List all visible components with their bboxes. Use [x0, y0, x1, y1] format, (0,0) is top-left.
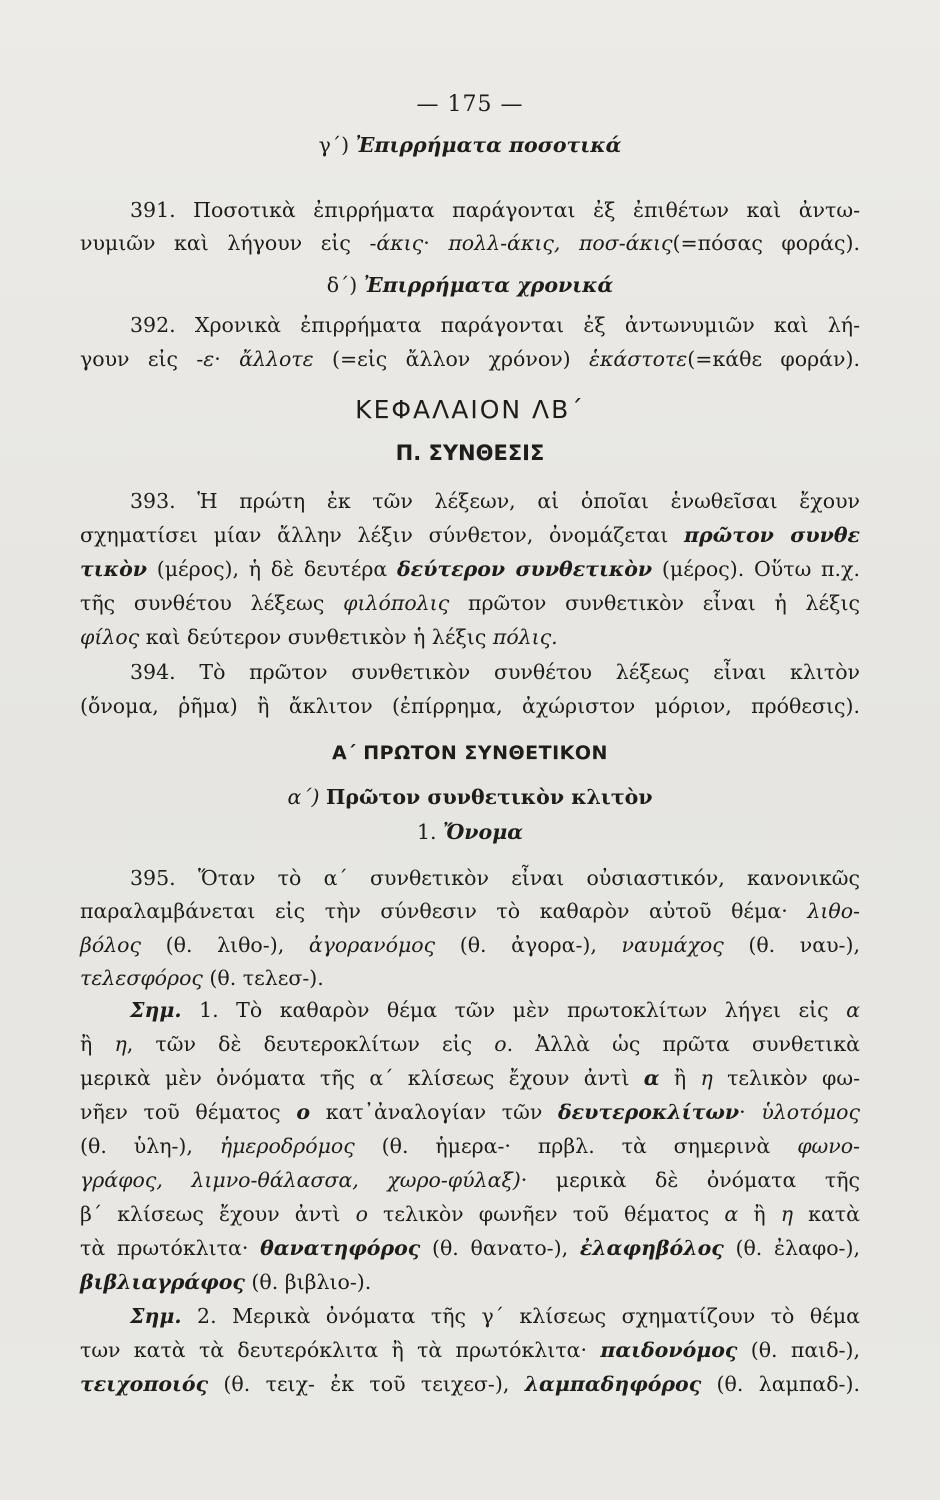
par-393-line-1: 393. Ἡ πρώτη ἐκ τῶν λέξεων, αἱ ὁποῖαι ἑνωθεῖσαι ἔχουν — [130, 489, 860, 513]
text-run-italic: ἄλλοτε — [239, 347, 314, 371]
note-2-line-1 — [130, 1299, 860, 1333]
text-run: (θ. ἐλαφο-), — [723, 1236, 860, 1260]
text-run-italic: λιθο- — [807, 899, 860, 923]
text-run: καὶ δεύτερον συνθετικὸν ἡ λέξις — [139, 625, 493, 649]
chapter-subtitle: Π. ΣΥΝΘΕΣΙΣ — [395, 441, 545, 465]
text-run: (θ. ὑλη-), — [80, 1134, 220, 1158]
text-run: ἢ — [738, 1202, 781, 1226]
page-number: — 175 — — [416, 92, 524, 117]
text-run: γουν εἰς - — [80, 347, 204, 371]
par-395-line-2 — [80, 894, 860, 928]
par-393-line-3 — [80, 552, 860, 586]
note-2-line-3 — [80, 1367, 860, 1401]
text-run-italic: ε — [203, 347, 215, 371]
text-run-italic: α — [846, 998, 860, 1022]
par-393-line-4 — [80, 586, 860, 620]
note-1-line-9 — [80, 1265, 860, 1299]
par-395-line-3 — [80, 928, 860, 962]
heading-delta-title: Ἐπιρρήματα χρονικά — [363, 273, 614, 297]
text-run: (θ. ἀγορα-), — [435, 933, 622, 957]
text-run-italic: άκις — [376, 231, 424, 255]
heading-gamma-label: γ΄) — [318, 133, 356, 157]
text-run: (θ. τειχ- ἐκ τοῦ τειχεσ-), — [208, 1372, 525, 1396]
par-395-line-4 — [80, 961, 860, 995]
heading-delta-label: δ΄) — [326, 273, 364, 297]
text-run: νῆεν τοῦ θέματος — [80, 1100, 297, 1124]
text-run: (θ. λαμπαδ-). — [701, 1372, 860, 1396]
subheading-alpha-title: Πρῶτον συνθετικὸν κλιτὸν — [326, 785, 653, 809]
text-run-italic: βόλος — [80, 933, 142, 957]
text-run-italic: ο — [355, 1202, 368, 1226]
note-1-line-3 — [80, 1061, 860, 1095]
text-run: ἢ — [80, 1032, 115, 1056]
text-run-emphasis: βιβλιαγράφος — [80, 1270, 245, 1294]
text-run: (θ. ναυ-), — [723, 933, 860, 957]
text-run: κατ᾽ἀναλογίαν τῶν — [310, 1100, 558, 1124]
par-393-line-2 — [80, 518, 860, 552]
text-run: (θ. τελεσ-). — [202, 966, 324, 990]
note-1-line-1 — [130, 993, 860, 1027]
note-1-line-2 — [80, 1027, 860, 1061]
text-run-italic: ἡμεροδρόμος — [219, 1134, 355, 1158]
par-393-line-5 — [80, 620, 860, 654]
text-run-italic: ναυμάχος — [621, 933, 724, 957]
text-run: · μερικὰ δὲ ὀνόματα τῆς — [520, 1168, 860, 1192]
text-run: (θ. βιβλιο-). — [244, 1270, 372, 1294]
text-run: β΄ κλίσεως ἔχουν ἀντὶ — [80, 1202, 356, 1226]
text-run: τὰ πρωτόκλιτα· — [80, 1236, 261, 1260]
text-run-italic: φιλόπολις — [343, 591, 450, 615]
text-run-italic: η — [700, 1066, 713, 1090]
text-run: (θ. παιδ-), — [737, 1338, 860, 1362]
text-run: (θ. θανατο-), — [420, 1236, 580, 1260]
text-run: τελικὸν φω- — [712, 1066, 860, 1090]
note-1-line-7 — [80, 1197, 860, 1231]
par-394-line-2: (ὄνομα, ῥῆμα) ἢ ἄκλιτον (ἐπίρρημα, ἀχώριστον μόριον, πρόθεσις). — [80, 694, 860, 718]
text-run: τελικὸν φωνῆεν τοῦ θέματος — [367, 1202, 725, 1226]
text-run: τῆς συνθέτου λέξεως — [80, 591, 344, 615]
par-391-line-2 — [80, 226, 860, 260]
text-run: μερικὰ μὲν ὀνόματα τῆς α΄ κλίσεως ἔχουν ἀντὶ — [80, 1066, 644, 1090]
text-run: (=πόσας φοράς). — [672, 231, 860, 255]
note-1-line-6 — [80, 1163, 860, 1197]
text-run-italic: η — [780, 1202, 794, 1226]
text-run-emphasis: δεύτερον συνθετικὸν — [396, 557, 653, 581]
text-run: (=κάθε φοράν). — [687, 347, 860, 371]
subheading-1 — [80, 815, 860, 849]
text-run-emphasis: λαμπαδηφόρος — [524, 1372, 702, 1396]
par-395-line-1: 395. Ὅταν τὸ α΄ συνθετικὸν εἶναι οὐσιαστικόν, κανονικῶς — [130, 866, 860, 890]
subheading-1-label: 1. — [417, 820, 444, 844]
heading-gamma — [80, 128, 860, 162]
text-run-italic: ἀγορανόμος — [308, 933, 436, 957]
note-2-line-2 — [80, 1333, 860, 1367]
text-run-emphasis: παιδονόμος — [600, 1338, 738, 1362]
subheading-alpha — [80, 780, 860, 814]
text-run-italic: φίλος — [80, 625, 140, 649]
text-run-emphasis: θανατηφόρος — [260, 1236, 421, 1260]
text-run-emphasis: τειχοποιός — [80, 1372, 209, 1396]
text-run-emphasis: ο — [296, 1100, 311, 1124]
par-392-line-2 — [80, 342, 860, 376]
subheading-1-title: Ὄνομα — [443, 820, 523, 844]
text-run: 2. Μερικὰ ὀνόματα τῆς γ΄ κλίσεως σχηματίζουν τὸ θέμα — [181, 1304, 860, 1328]
text-run-emphasis: ἐλαφηβόλος — [579, 1236, 724, 1260]
text-run: 1. Τὸ καθαρὸν θέμα τῶν μὲν πρωτοκλίτων λήγει εἰς — [181, 998, 847, 1022]
text-run: (θ. λιθο-), — [141, 933, 309, 957]
text-run-italic: γράφος, λιμνο-θάλασσα, χωρο-φύλαξ) — [80, 1168, 521, 1192]
text-run: νυμιῶν καὶ λήγουν εἰς - — [80, 231, 377, 255]
text-run: · — [739, 1100, 762, 1124]
heading-delta — [80, 268, 860, 302]
note-label: Σημ. — [130, 998, 182, 1022]
text-run: ἢ — [659, 1066, 701, 1090]
text-run: (=εἰς ἄλλον χρόνον) — [313, 347, 589, 371]
text-run-emphasis: πρῶτον συνθε — [684, 523, 860, 547]
text-run: , τῶν δὲ δευτεροκλίτων εἰς — [126, 1032, 495, 1056]
text-run-italic: η — [114, 1032, 127, 1056]
text-run: κατὰ — [793, 1202, 860, 1226]
par-394-line-1: 394. Τὸ πρῶτον συνθετικὸν συνθέτου λέξεως εἶναι κλιτὸν — [130, 660, 860, 684]
text-run-italic: φωνο- — [797, 1134, 860, 1158]
note-1-line-8 — [80, 1231, 860, 1265]
text-run: . Ἀλλὰ ὡς πρῶτα συνθετικὰ — [506, 1032, 860, 1056]
text-run: παραλαμβάνεται εἰς τὴν σύνθεσιν τὸ καθαρὸν αὐτοῦ θέμα· — [80, 899, 808, 923]
text-run: (μέρος). Οὕτω π.χ. — [652, 557, 860, 581]
par-392-line-1: 392. Χρονικὰ ἐπιρρήματα παράγονται ἐξ ἀντωνυμιῶν καὶ λή- — [130, 313, 860, 337]
text-run: · — [214, 347, 240, 371]
par-391-line-1: 391. Ποσοτικὰ ἐπιρρήματα παράγονται ἐξ ἐπιθέτων καὶ ἀντω- — [130, 198, 860, 222]
text-run-italic: ο — [494, 1032, 507, 1056]
text-run: (θ. ἡμερα-· πρβλ. τὰ σημερινὰ — [354, 1134, 798, 1158]
note-1-line-4 — [80, 1095, 860, 1129]
text-run-emphasis: α — [643, 1066, 660, 1090]
text-run-italic: πόλις. — [492, 625, 558, 649]
text-run-italic: ἑκάστοτε — [588, 347, 688, 371]
text-run-emphasis: δευτεροκλίτων — [557, 1100, 740, 1124]
subheading-alpha-label: α΄) — [287, 785, 327, 809]
text-run-italic: α — [724, 1202, 739, 1226]
text-run-italic: πολλ-άκις, ποσ-άκις — [448, 231, 673, 255]
text-run: σχηματίσει μίαν ἄλλην λέξιν σύνθετον, ὀνομάζεται — [80, 523, 685, 547]
text-run-emphasis: τικὸν — [80, 557, 147, 581]
note-1-line-5 — [80, 1129, 860, 1163]
text-run: · — [423, 231, 449, 255]
text-run-italic: τελεσφόρος — [80, 966, 203, 990]
text-run: πρῶτον συνθετικὸν εἶναι ἡ λέξις — [449, 591, 860, 615]
text-run: (μέρος), ἡ δὲ δευτέρα — [146, 557, 397, 581]
chapter-title: ΚΕΦΑΛΑΙΟΝ ΛΒ΄ — [355, 395, 585, 424]
note-label: Σημ. — [130, 1304, 182, 1328]
text-run: των κατὰ τὰ δευτερόκλιτα ἢ τὰ πρωτόκλιτα· — [80, 1338, 601, 1362]
heading-gamma-title: Ἐπιρρήματα ποσοτικά — [355, 133, 622, 157]
section-a-title: Α΄ ΠΡΩΤΟΝ ΣΥΝΘΕΤΙΚΟΝ — [332, 742, 608, 764]
text-run-italic: ὑλοτόμος — [761, 1100, 860, 1124]
